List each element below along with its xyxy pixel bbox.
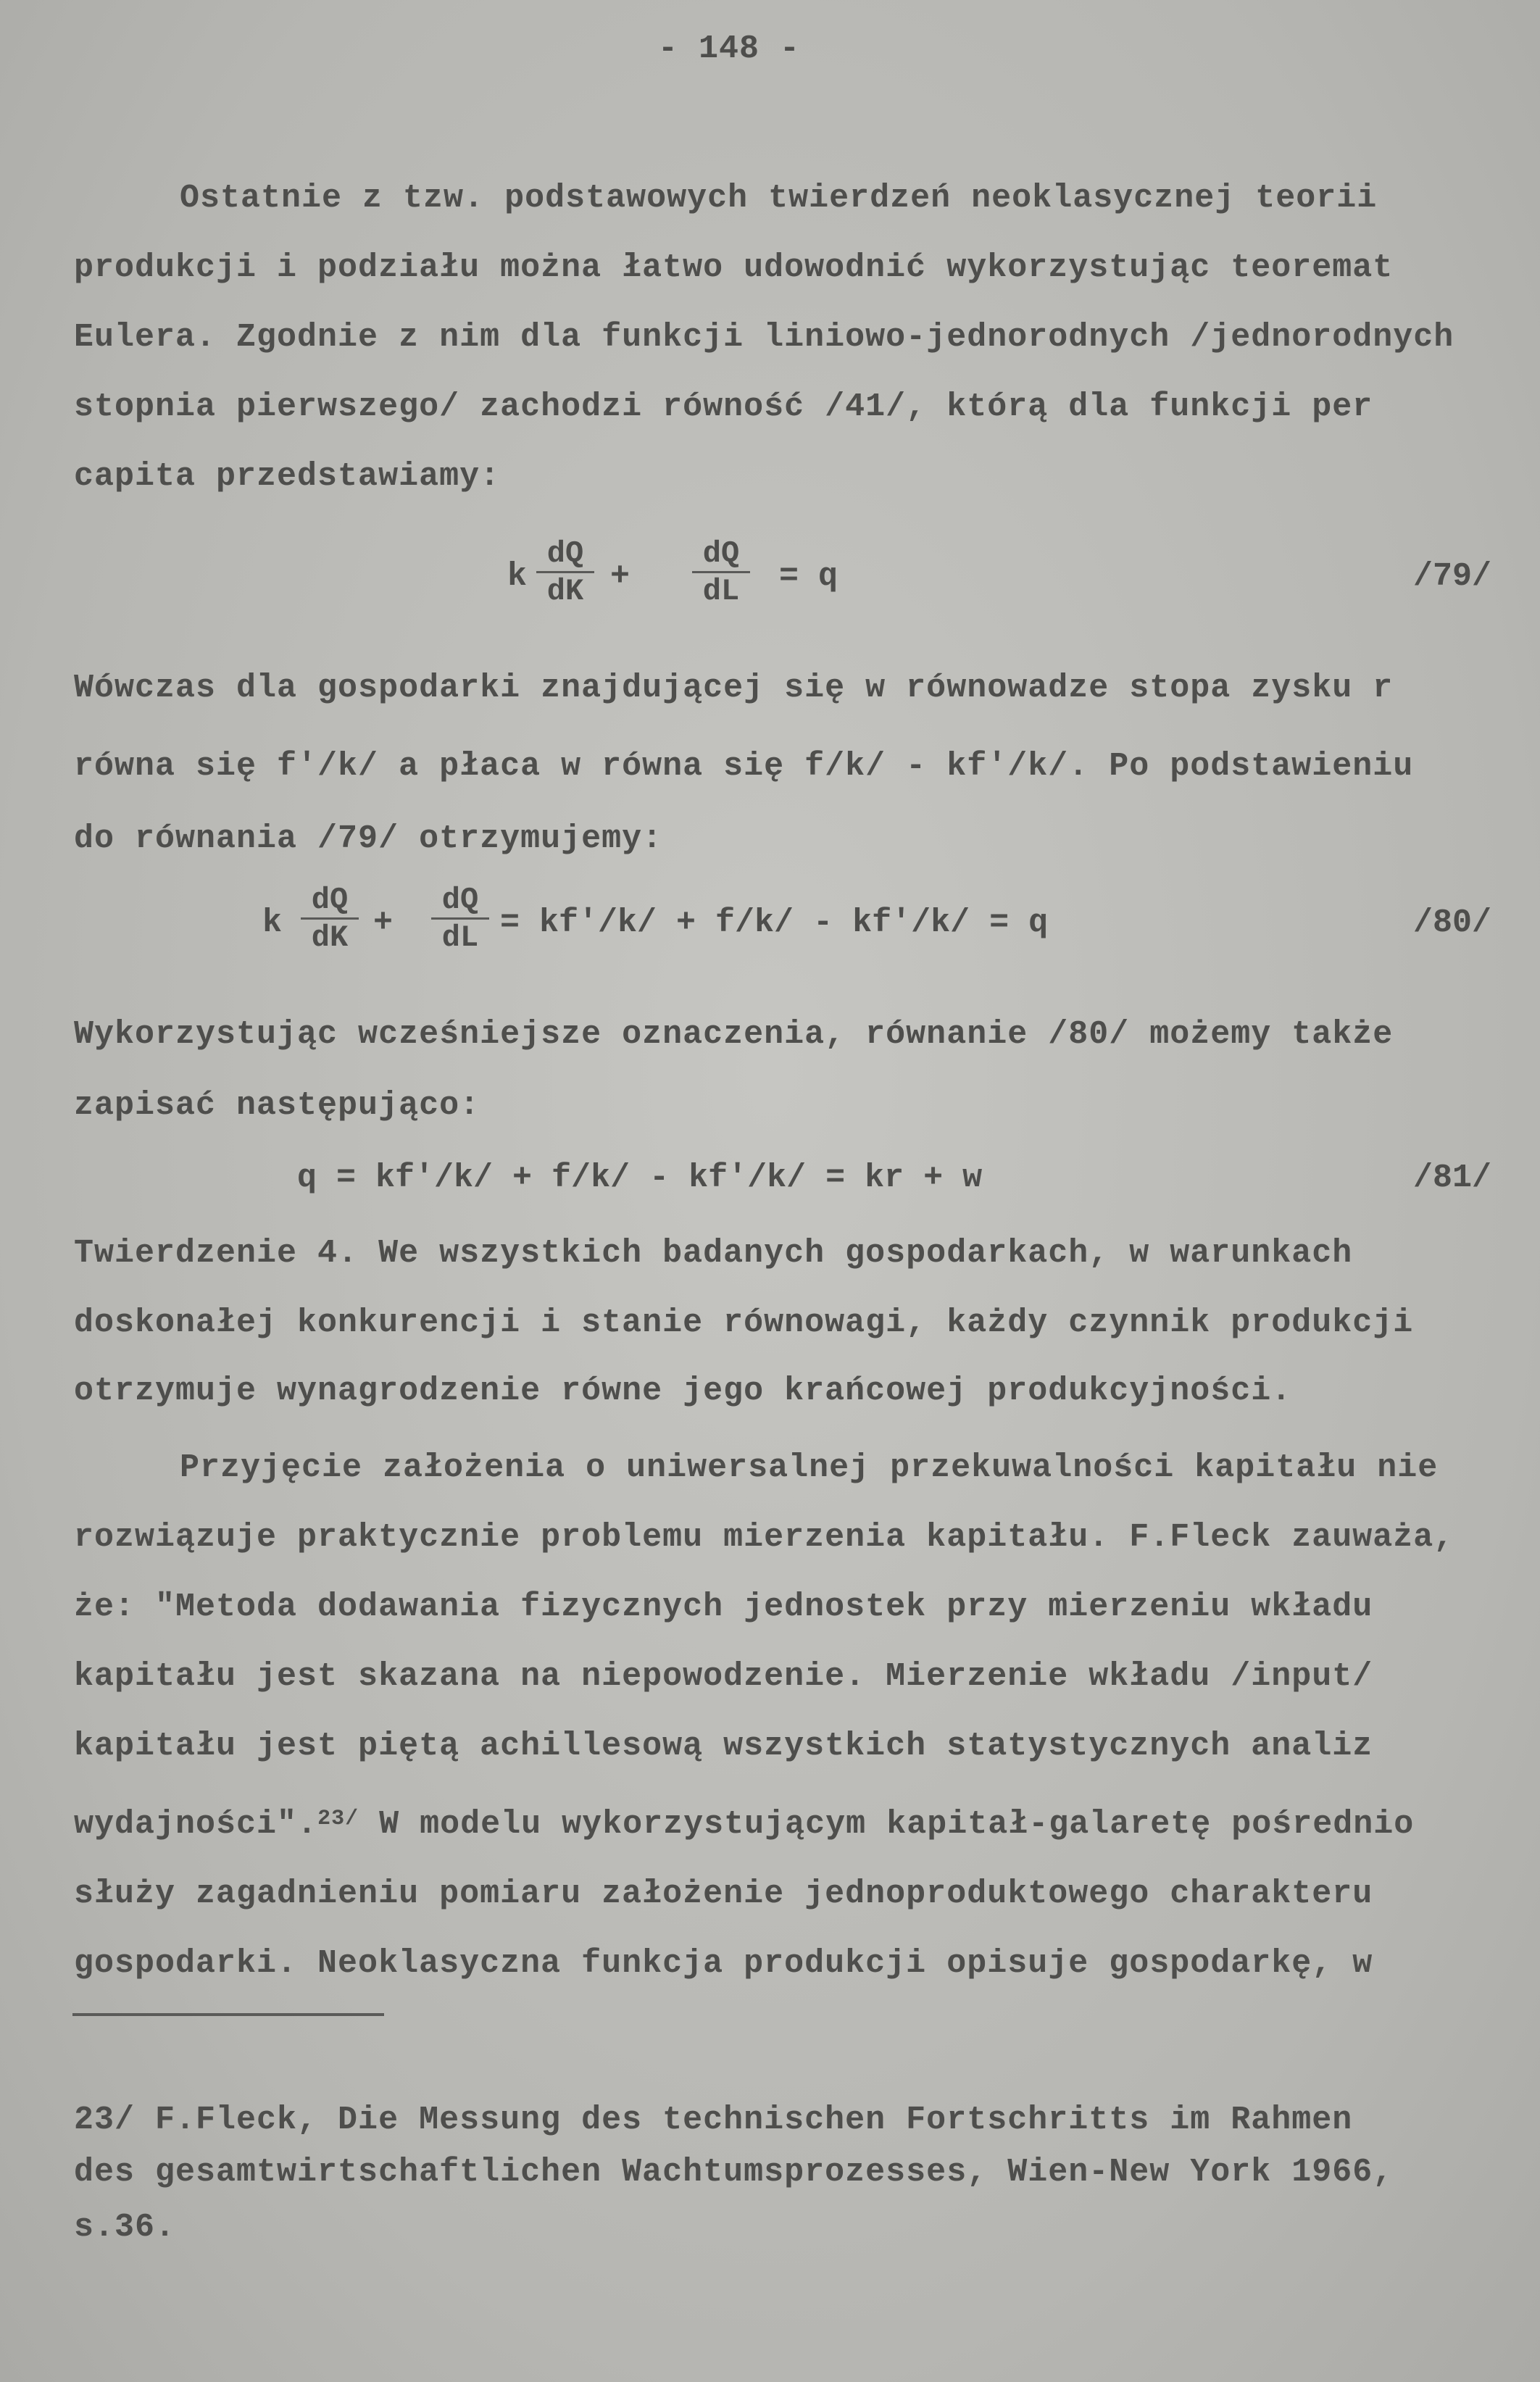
paragraph-line: kapitału jest skazana na niepowodzenie. Mierzenie wkładu /input/ — [74, 1658, 1373, 1695]
footnote-separator — [72, 2013, 384, 2016]
page-number: - 148 - — [658, 30, 801, 67]
document-page: - 148 - Ostatnie z tzw. podstawowych twierdzeń neoklasycznej teorii produkcji i podziału można łatwo udowodnić wykorzystując teoremat Eulera. Zgodnie z nim dla funkcji liniowo-jednorodnych /jednorodnych stopnia pierwszego/ zachodzi równość /41/, którą dla funkcji per capita przedstawiamy: k $\frac{dQ}{dK}$ + $\frac{dQ}{dL}$ = q /79/ Wówczas dla gospodarki znajdującej się w równowadze stopa zysku r równa się f'/k/ a płaca w równa się f/k/ - kf'/k/. Po podstawieniu do równania /79/ otrzymujemy: k $\frac{dQ}{dK}$ + $\frac{dQ}{dL}$ = kf'/k/ + f/k/ - kf'/k/ = q /80/ Wykorzystując wcześniejsze oznaczenia, równanie /80/ możemy także zapisać następująco: q = kf'/k/ + f/k/ - kf'/k/ = kr + w /81/ Twierdzenie 4. We wszystkich badanych gospodarkach, w warunkach doskonałej konkurencji i stanie równowagi, każdy czynnik produkcji otrzymuje wynagrodzenie równe jego krańcowej produkcyjności. Przyjęcie założenia o uniwersalnej przekuwalności kapitału nie rozwiązuje praktycznie problemu mierzenia kapitału. F.Fleck zauważa, że: "Metoda dodawania fizycznych jednostek przy mierzeniu wkładu kapitału jest skazana na niepowodzenie. Mierzenie wkładu /input/ kapitału jest piętą achillesową wszystkich statystycznych analiz wydajności".$^{23/}$ W modelu wykorzystującym kapitał-galaretę pośrednio służy zagadnieniu pomiaru założenie jednoproduktowego charakteru gospodarki. Neoklasyczna funkcja produkcji opisuje gospodarkę, w 23/ F.Fleck, Die Messung des technischen Fortschritts im Rahmen des gesamtwirtschaftlichen Wachtumsprozesses, Wien-New York 1966, s.36. — [0, 0, 1540, 2382]
theorem-line: otrzymuje wynagrodzenie równe jego krańcowej produkcyjności. — [74, 1373, 1292, 1409]
paragraph-line: że: "Metoda dodawania fizycznych jednostek przy mierzeniu wkładu — [74, 1588, 1373, 1625]
paragraph-line: kapitału jest piętą achillesową wszystkich statystycznych analiz — [74, 1728, 1373, 1765]
paragraph-line-with-footnote: wydajności".$^{23/}$ W modelu wykorzystującym kapitał-galaretę pośrednio — [74, 1806, 1415, 1843]
paragraph-line: Eulera. Zgodnie z nim dla funkcji liniowo-jednorodnych /jednorodnych — [74, 319, 1454, 356]
paragraph-line: Przyjęcie założenia o uniwersalnej przekuwalności kapitału nie — [180, 1449, 1439, 1486]
paragraph-line: Wówczas dla gospodarki znajdującej się w równowadze stopa zysku r — [74, 670, 1394, 707]
paragraph-line: równa się f'/k/ a płaca w równa się f/k/ - kf'/k/. Po podstawieniu — [74, 748, 1414, 785]
paragraph-line: służy zagadnieniu pomiaru założenie jednoproduktowego charakteru — [74, 1875, 1373, 1912]
footnote-line: des gesamtwirtschaftlichen Wachtumsprozesses, Wien-New York 1966, — [74, 2154, 1394, 2191]
theorem-line: doskonałej konkurencji i stanie równowagi, każdy czynnik produkcji — [74, 1304, 1414, 1341]
theorem-line: Twierdzenie 4. We wszystkich badanych gospodarkach, w warunkach — [74, 1235, 1353, 1272]
equation-81: q = kf'/k/ + f/k/ - kf'/k/ = kr + w — [297, 1159, 983, 1196]
paragraph-line: zapisać następująco: — [74, 1087, 480, 1124]
paragraph-line: Ostatnie z tzw. podstawowych twierdzeń neoklasycznej teorii — [180, 180, 1378, 217]
fraction-dq-dk: $\frac{dQ}{dK}$ — [536, 536, 594, 609]
paragraph-line: Wykorzystując wcześniejsze oznaczenia, równanie /80/ możemy także — [74, 1016, 1394, 1053]
paragraph-line: gospodarki. Neoklasyczna funkcja produkcji opisuje gospodarkę, w — [74, 1945, 1373, 1982]
footnote-line: 23/ F.Fleck, Die Messung des technischen Fortschritts im Rahmen — [74, 2102, 1353, 2139]
paragraph-line: do równania /79/ otrzymujemy: — [74, 820, 663, 857]
paragraph-line: rozwiązuje praktycznie problemu mierzenia kapitału. F.Fleck zauważa, — [74, 1519, 1454, 1556]
fraction-dq-dl: $\frac{dQ}{dL}$ — [431, 883, 489, 956]
paragraph-line: produkcji i podziału można łatwo udowodnić wykorzystując teoremat — [74, 249, 1394, 286]
footnote-reference: 23/ — [317, 1807, 359, 1831]
fraction-dq-dl: $\frac{dQ}{dL}$ — [692, 536, 750, 609]
footnote-line: s.36. — [74, 2209, 176, 2246]
equation-label: /80/ — [1413, 904, 1492, 941]
equation-label: /79/ — [1413, 558, 1492, 595]
paragraph-line: capita przedstawiamy: — [74, 458, 501, 495]
fraction-dq-dk: $\frac{dQ}{dK}$ — [301, 883, 359, 956]
equation-label: /81/ — [1413, 1159, 1492, 1196]
paragraph-line: stopnia pierwszego/ zachodzi równość /41/, którą dla funkcji per — [74, 388, 1373, 425]
